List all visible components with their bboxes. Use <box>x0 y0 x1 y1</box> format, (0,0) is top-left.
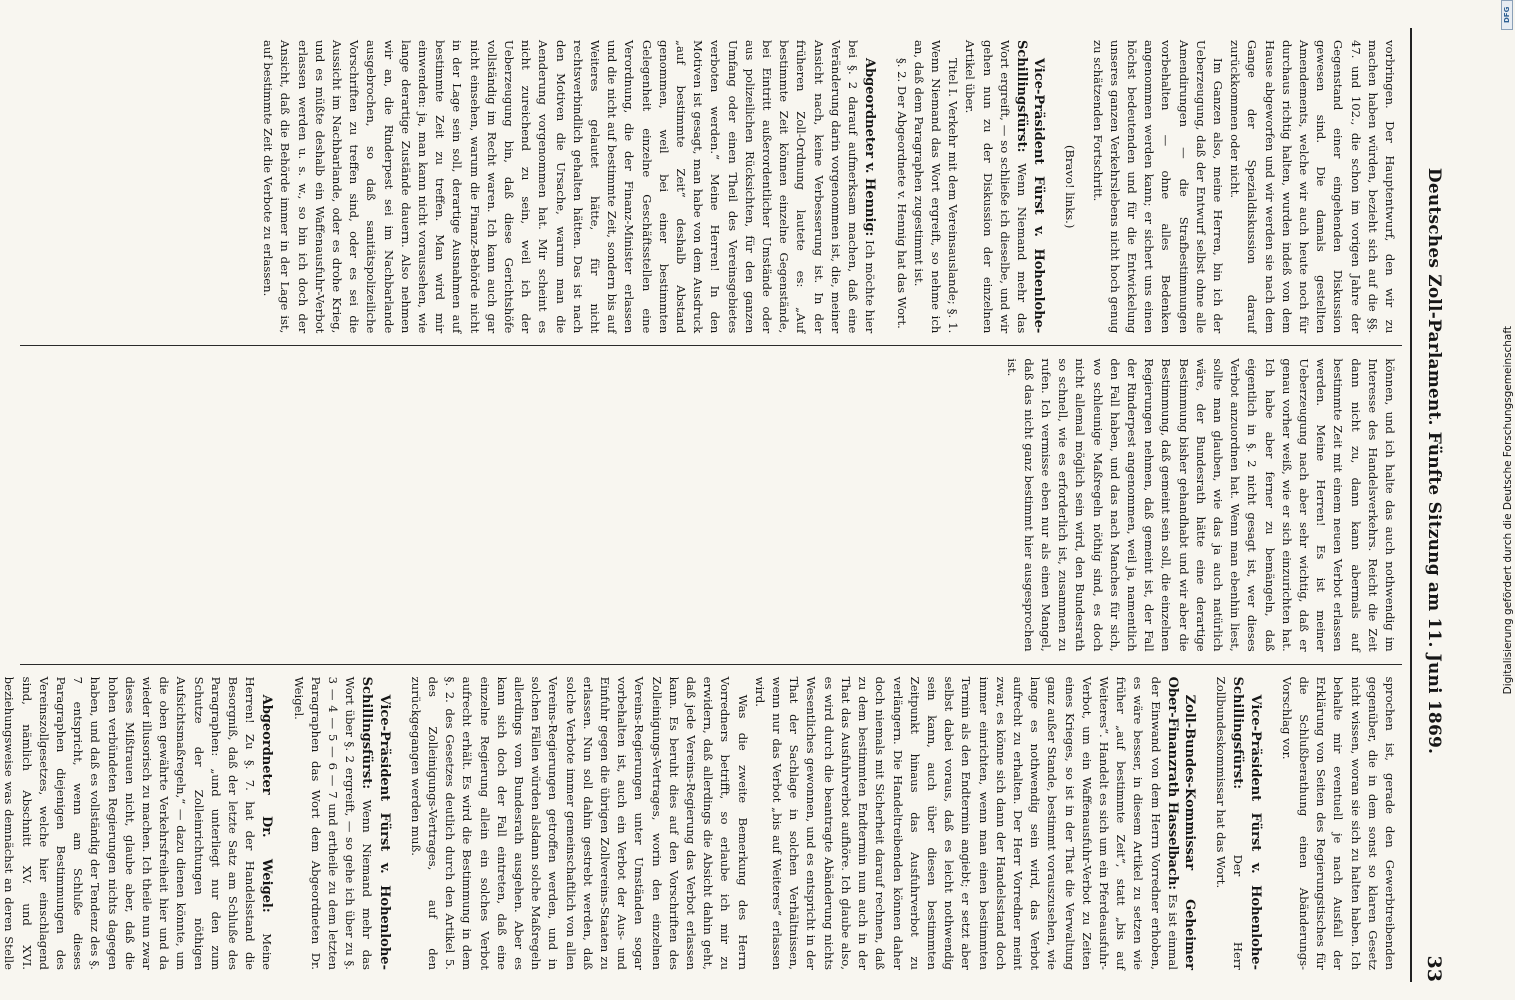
speech-text: Meine Herren! Zu §. 7. hat der Handelsstand die Besorgniß, daß der letzte Satz am Schluße des Paragraphen: „und unterliegt nur den zum Schutze der Zolleinrichtungen nöthigen Aufsichtsmaßregeln,“ — dazu dienen könnte, um die oben gewährte Verkehrsfreiheit hier und da wieder illusorisch zu machen. Ich theile nun zwar dieses Mißtrauen nicht, glaube aber, daß die hohen verbündeten Regierungen nichts dagegen haben, und daß es vollständig der Tendenz des §. 7 entspricht, wenn am Schluße dieses Paragraphen diejenigen Bestimmungen des Vereinszollgesetzes, welche hier einschlagend sind, nämlich Abschnitt XV. und XVI. beziehungsweise was demnächst an deren Stelle <box>2 676 275 970</box>
running-title: Deutsches Zoll-Parlament. Fünfte Sitzung am 11. Juni 1869. <box>1424 167 1444 755</box>
text-columns <box>2 28 1402 982</box>
speaker-paragraph <box>961 40 1047 333</box>
speech-text: Wenn Niemand mehr das Wort über §. 2 ergreift, — so gehe ich über zu §. 3 — 4 — 5 — 6 — 7 und ertheile zu dem letzten Paragraphen das Wort dem Abgeordneten Dr. Weigel. <box>291 676 375 970</box>
column-middle <box>20 345 1402 663</box>
body-paragraph: sprochen ist, gerade den Gewerbtreibenden gegenüber, die in dem sonst so klaren Gesetz nicht wissen, woran sie sich zu halten haben. Ich behalte mir eventuell je nach Ausfall der Erklärung von Seiten des Regierungstisches für die Schlußberathung einen Abänderungs-Vorschlag vor. <box>1279 676 1397 970</box>
speaker-label: Zoll-Bundes-Kommissar Geheimer Ober-Finanzrath Hasselbach: <box>1164 676 1197 970</box>
speaker-label: Vice-Präsident Fürst v. Hohenlohe-Schillingsfürst: <box>1230 676 1263 970</box>
column-right <box>2 664 1402 982</box>
body-paragraph: Im Ganzen also, meine Herren, bin ich der Ueberzeugung, daß der Entwurf selbst ohne alle Amendirungen — die Strafbestimmungen vorbehalten — ohne alles Bedenken angenommen werden kann; er sichert uns einen höchst bedeutenden und für die Entwickelung unseres ganzen Verkehrslebens nicht hoch genug zu schätzenden Fortschritt. <box>1090 40 1225 334</box>
page-header <box>1416 0 1452 1000</box>
speaker-paragraph <box>289 677 392 970</box>
body-paragraph: Was die zweite Bemerkung des Herrn Vorredners betrifft, so erlaube ich mir zu erwidern, daß allerdings die Absicht dahin geht, daß jede Vereins-Regierung das Verbot erlassen kann. Es beruht dies auf den Vorschriften des Zolleinigungs-Vertrages, worin den einzelnen Vereins-Regierungen unter Umständen sogar vorbehalten ist, auch ein Verbot der Aus- und Einfuhr gegen die übrigen Zollvereins-Staaten zu erlassen. Nun soll dahin gestrebt werden, daß solche Verbote immer gemeinschaftlich von allen Vereins-Regierungen getroffen werden, und in solchen Fällen würden alsdann solche Maßregeln allerdings vom Bundesrath ausgehen. Aber es kann sich doch der Fall eintreten, daß eine einzelne Regierung allein ein solches Verbot aufrecht erhält. Es wird die Bestimmung in dem §. 2. des Gesetzes deutlich durch den Artikel 5. des Zolleinigungs-Vertrages, auf den zurückgegangen werden muß. <box>408 676 750 970</box>
speaker-label: Abgeordneter Dr. Weigel: <box>259 694 275 913</box>
body-paragraph: können, und ich halte das auch nothwendig im Interesse des Handelsverkehrs. Reicht die Zeit dann nicht zu, dann kann abermals auf bestimmte Zeit mit einem neuen Verbot erlassen werden. Meine Herren! Es ist meiner Ueberzeugung nach aber sehr wichtig, daß er genau vorher weiß, wie er sich einzurichten hat. Ich habe aber ferner zu bemängeln, daß eigentlich in §. 2 nicht gesagt ist, wer dieses Verbot anzuordnen hat. Wenn man ebenhin liest, sollte man glauben, wie das ja auch natürlich wäre, der Bundesrath hätte eine derartige Bestimmung bisher gehandhabt und wir aber die Bestimmung, daß gemeint sein soll, die einzelnen Regierungen nehmen, daß gemeint ist, der Fall der Rinderpest angenommen, weil ja, namentlich den Fall haben, und das nach Manches für sich, wo schleunige Maßregeln nöthig sind, es doch nicht allemal möglich sein wird, den Bundesrath so schnell, wie es erforderlich ist, zusammen zu rufen. Ich vermisse eben nur als einen Mangel, daß das nicht ganz bestimmt hier ausgesprochen ist. <box>1004 358 1397 652</box>
body-paragraph: Titel I. Verkehr mit dem Vereinsauslande; §. 1. Wenn Niemand das Wort ergreift, so nehme ich an, daß dem Paragraphen zugestimmt ist. <box>911 40 961 334</box>
header-rule <box>1410 28 1412 982</box>
body-paragraph: §. 2. Der Abgeordnete v. Hennig hat das Wort. <box>894 58 909 329</box>
speaker-paragraph <box>259 40 878 333</box>
speech-text: Ich möchte hier bei §. 2 darauf aufmerksam machen, daß eine Veränderung darin vorgenommen ist, die, meiner Ansicht nach, keine Verbesserung ist. In der früheren Zoll-Ordnung lautete es: „Auf bestimmte Zeit können einzelne Gegenstände, bei Eintritt außerordentlicher Umstände oder aus polizeilichen Rücksichten, für den ganzen Umfang oder einen Theil des Vereinsgebietes verboten werden.“ Meine Herren! In den Motiven ist gesagt, man habe von dem Ausdruck „auf bestimmte Zeit“ deshalb Abstand genommen, weil bei einer bestimmten Gelegenheit einzelne Geschäftsstellen eine Verordnung, die der Finanz-Minister erlassen und die nicht auf bestimmte Zeit, sondern bis auf Weiteres gelautet hätte, für nicht rechtsverbindlich gehalten hätten. Das ist nach den Motiven die Ursache, warum man die Aenderung vorgenommen hat. Mir scheint es nicht zureichend zu sein, weil ich der Ueberzeugung bin, daß diese Gerichtshöfe vollständig im Recht waren. Ich kann auch gar nicht einsehen, warum die Finanz-Behörde nicht in der Lage sein soll, derartige Ausnahmen auf bestimmte Zeit zu treffen. Man wird mir einwenden: ja, man kann nicht voraussehen, wie lange derartige Zustände dauern. Also nehmen wir an, die Rinderpest sei im Nachbarlande ausgebrochen, so daß sanitätspolizeiliche Vorschriften zu treffen sind, oder es sei die Aussicht im Nachbarlande, oder es drohe Krieg, und es müßte deshalb ein Waffenausfuhr-Verbot erlassen werden u. s. w., so bin ich doch der Ansicht, daß die Behörde immer in der Lage ist, auf bestimmte Zeit die Verbote zu erlassen. <box>261 40 878 334</box>
body-paragraph: vorbringen. Der Hauptentwurf, den wir zu machen haben würden, bezieht sich auf die §§. 47. und 102., die schon im vorigen Jahre der Gegenstand einer eingehenden Diskussion gewesen sind. Die damals gestellten Amendements, welche wir auch heute noch für durchaus richtig halten, wurden indeß von dem Hause abgeworfen und wir werden sie nach dem Gange der Spezialdiskussion darauf zurückkommen oder nicht. <box>1228 40 1397 334</box>
digitization-credit <box>1501 30 1515 990</box>
speech-text: Wenn Niemand mehr das Wort ergreift, — so schließe ich dieselbe, und wir gehen nun zu der Diskussion der einzelnen Artikel über. <box>963 40 1029 334</box>
column-left <box>20 28 1402 345</box>
dfg-logo <box>1501 0 1513 30</box>
speech-text: Der Herr Zollbundeskommissar hat das Wort. <box>1214 676 1246 970</box>
speaker-paragraph <box>0 677 275 970</box>
speaker-label: Vice-Präsident Fürst v. Hohenlohe-Schillingsfürst: <box>359 676 392 970</box>
digitization-credit-text: Digitalisierung gefördert durch die Deutsche Forschungsgemeinschaft <box>1502 325 1514 695</box>
speech-text: Es ist einmal der Einwand von dem Herrn Vorredner erhoben, es wäre besser, in diesem Artikel zu setzen wie früher „auf bestimmte Zeit“, statt „bis auf Weiteres“. Handelt es sich um ein Pferdeausfuhr-Verbot, um ein Waffenausfuhr-Verbot zu Zeiten eines Krieges, so ist in der That die Verwaltung ganz außer Stande, bestimmt vorauszusehen, wie lange es nothwendig sein wird, das Verbot aufrecht zu erhalten. Der Herr Vorredner meint zwar, es könne sich dann der Handelsstand doch immer einrichten, wenn man einen bestimmten Termin als den Endtermin angiebt; er setzt aber selbst dabei voraus, daß es leicht nothwendig sein kann, auch über diesen bestimmten Zeitpunkt hinaus das Ausfuhrverbot zu verlängern. Die Handeltreibenden können daher doch niemals mit Sicherheit darauf rechnen, daß zu dem bestimmten Endtermin nun auch in der That das Ausfuhrverbot aufhöre. Ich glaube also, es wird durch die beantragte Abänderung nichts Wesentliches gewonnen, und es entspricht in der That der Sachlage in solchen Verhältnissen, wenn nur das Verbot „bis auf Weiteres“ erlassen wird. <box>752 676 1180 970</box>
speaker-paragraph <box>1212 677 1264 970</box>
speaker-label: Abgeordneter v. Hennig: <box>862 58 878 237</box>
speaker-paragraph <box>751 677 1198 970</box>
page-number: 33 <box>1423 955 1445 982</box>
dfg-logo-text: DFG <box>1503 6 1511 24</box>
speaker-label: Vice-Präsident Fürst v. Hohenlohe-Schillingsfürst: <box>1013 40 1047 334</box>
stage-direction: (Bravo! links.) <box>1063 144 1078 229</box>
